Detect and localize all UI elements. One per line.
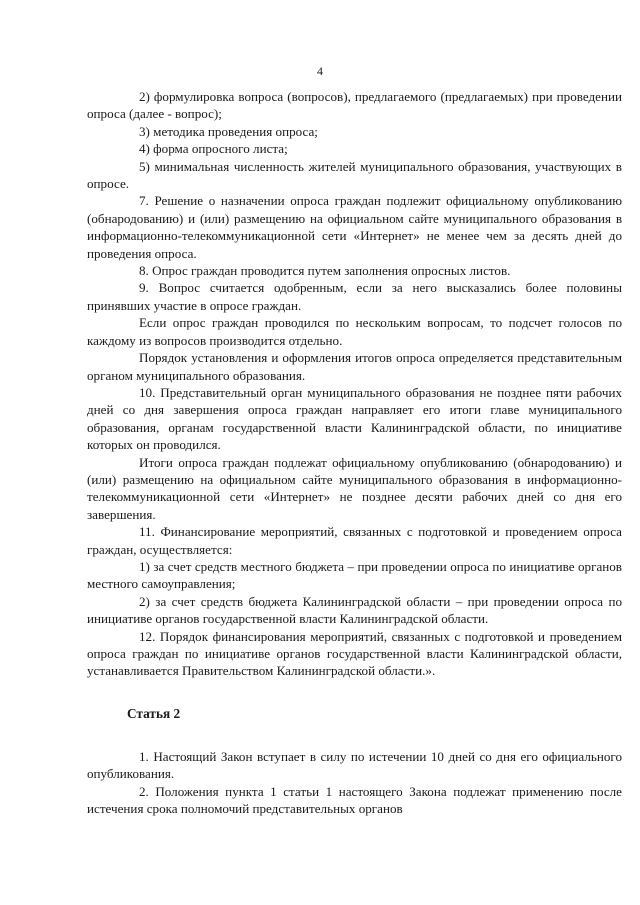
paragraph: Итоги опроса граждан подлежат официальному опубликованию (обнародованию) и (или) размещению на официальном сайте муниципального образования в информационно-телекоммуникационной сети «Интернет» не позднее десяти рабочих дней со дня его завершения. [87, 454, 622, 522]
article-heading: Статья 2 [127, 705, 181, 721]
paragraph: 2. Положения пункта 1 статьи 1 настоящего Закона подлежат применению после истечения срока полномочий представительных органов [87, 783, 622, 817]
paragraph: Если опрос граждан проводился по нескольким вопросам, то подсчет голосов по каждому из вопросов производится отдельно. [87, 315, 622, 348]
article2-body [87, 748, 622, 818]
page-number: 4 [317, 64, 323, 78]
article1-body [87, 88, 622, 680]
paragraph: 2) за счет средств бюджета Калининградской области – при проведении опроса по инициативе органов государственной власти Калининградской области. [87, 593, 622, 627]
paragraph: 1) за счет средств местного бюджета – при проведении опроса по инициативе органов местного самоуправления; [87, 558, 622, 592]
paragraph: 8. Опрос граждан проводится путем заполнения опросных листов. [139, 263, 511, 279]
paragraph: 4) форма опросного листа; [139, 141, 288, 157]
paragraph: 3) методика проведения опроса; [139, 123, 318, 139]
paragraph: Порядок установления и оформления итогов опроса определяется представительным органом муниципального образования. [87, 350, 622, 383]
paragraph: 9. Вопрос считается одобренным, если за него высказались более половины принявших участие в опросе граждан. [87, 280, 622, 313]
paragraph: 1. Настоящий Закон вступает в силу по истечении 10 дней со дня его официального опубликования. [87, 748, 622, 782]
paragraph: 2) формулировка вопроса (вопросов), предлагаемого (предлагаемых) при проведении опроса (далее - вопрос); [87, 89, 622, 122]
paragraph: 12. Порядок финансирования мероприятий, связанных с подготовкой и проведением опроса граждан по инициативе органов государственной власти Калининградской области, устанавливается Правительством Калининградской области.». [87, 628, 622, 679]
paragraph: 10. Представительный орган муниципального образования не позднее пяти рабочих дней со дня завершения опроса граждан направляет его итоги главе муниципального образования, органам государственной власти Калининградской области, по инициативе которых он проводился. [87, 384, 622, 453]
paragraph: 7. Решение о назначении опроса граждан подлежит официальному опубликованию (обнародованию) и (или) размещению на официальном сайте муниципального образования в информационно-телекоммуникационной сети «Интернет» не менее чем за десять дней до проведения опроса. [87, 193, 622, 261]
paragraph: 5) минимальная численность жителей муниципального образования, участвующих в опросе. [87, 158, 622, 192]
paragraph: 11. Финансирование мероприятий, связанных с подготовкой и проведением опроса граждан, осуществляется: [87, 524, 622, 557]
